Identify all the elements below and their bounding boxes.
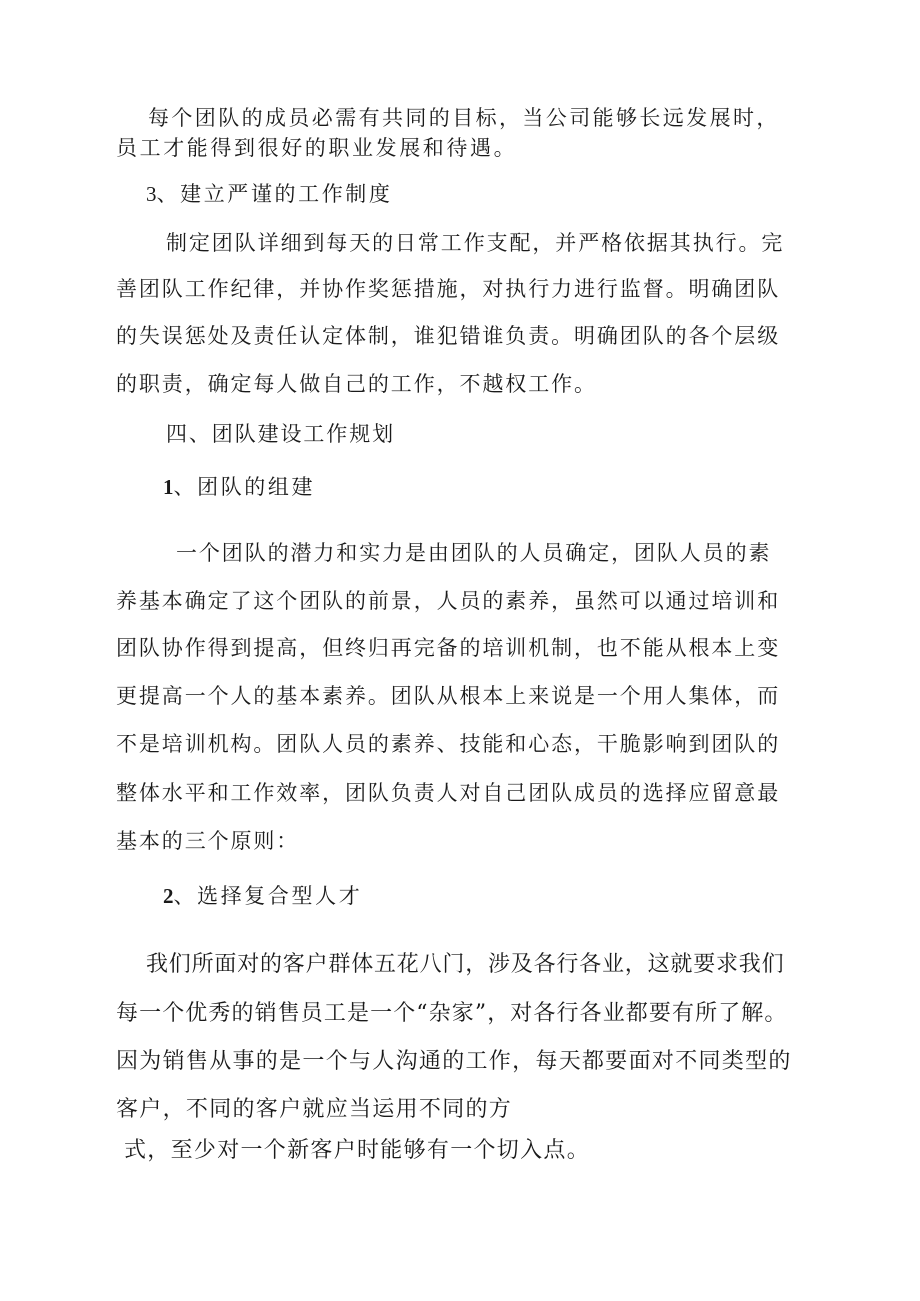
paragraph-line: 式，至少对一个新客户时能够有一个切入点。 — [124, 1138, 591, 1163]
paragraph-line: 不是培训机构。团队人员的素养、技能和心态，干脆影响到团队的 — [116, 732, 781, 756]
paragraph-line: 每一个优秀的销售员工是一个“杂家”，对各行各业都要有所了解。 — [116, 1001, 788, 1026]
paragraph-line: 基本的三个原则： — [116, 829, 300, 853]
paragraph-line: 客户，不同的客户就应当运用不同的方 — [116, 1097, 513, 1122]
heading-text: 、建立严谨的工作制度 — [156, 182, 393, 206]
heading-number: 3 — [146, 182, 157, 206]
heading-text: 、团队的组建 — [173, 475, 316, 499]
paragraph-line: 一个团队的潜力和实力是由团队的人员确定，团队人员的素 — [176, 541, 772, 565]
heading-text: 、选择复合型人才 — [173, 884, 363, 908]
heading-number: 1 — [163, 475, 174, 499]
section-heading-1 — [163, 473, 315, 501]
paragraph-line: 因为销售从事的是一个与人沟通的工作，每天都要面对不同类型的 — [116, 1049, 792, 1074]
paragraph-line: 团队协作得到提高，但终归再完备的培训机制，也不能从根本上变 — [116, 636, 781, 660]
section-heading-3 — [146, 180, 393, 208]
paragraph-line: 我们所面对的客户群体五花八门，涉及各行各业，这就要求我们 — [146, 952, 785, 977]
paragraph-line: 的失误惩处及责任认定体制，谁犯错谁负责。明确团队的各个层级 — [116, 324, 781, 348]
paragraph-line: 养基本确定了这个团队的前景，人员的素养，虽然可以通过培训和 — [116, 589, 781, 613]
paragraph-line: 的职责，确定每人做自己的工作，不越权工作。 — [116, 372, 597, 396]
paragraph-line: 制定团队详细到每天的日常工作支配，并严格依据其执行。完 — [166, 231, 785, 255]
paragraph-line: 员工才能得到很好的职业发展和待遇。 — [116, 136, 518, 160]
paragraph-line: 善团队工作纪律，并协作奖惩措施，对执行力进行监督。明确团队 — [116, 277, 781, 301]
paragraph-line: 整体水平和工作效率，团队负责人对自己团队成员的选择应留意最 — [116, 781, 781, 805]
section-title-4: 四、团队建设工作规划 — [166, 422, 395, 446]
paragraph-line: 每个团队的成员必需有共同的目标，当公司能够长远发展时， — [148, 106, 780, 130]
paragraph-line: 更提高一个人的基本素养。团队从根本上来说是一个用人集体，而 — [116, 684, 781, 708]
heading-number: 2 — [163, 884, 174, 908]
section-heading-2 — [163, 882, 362, 910]
